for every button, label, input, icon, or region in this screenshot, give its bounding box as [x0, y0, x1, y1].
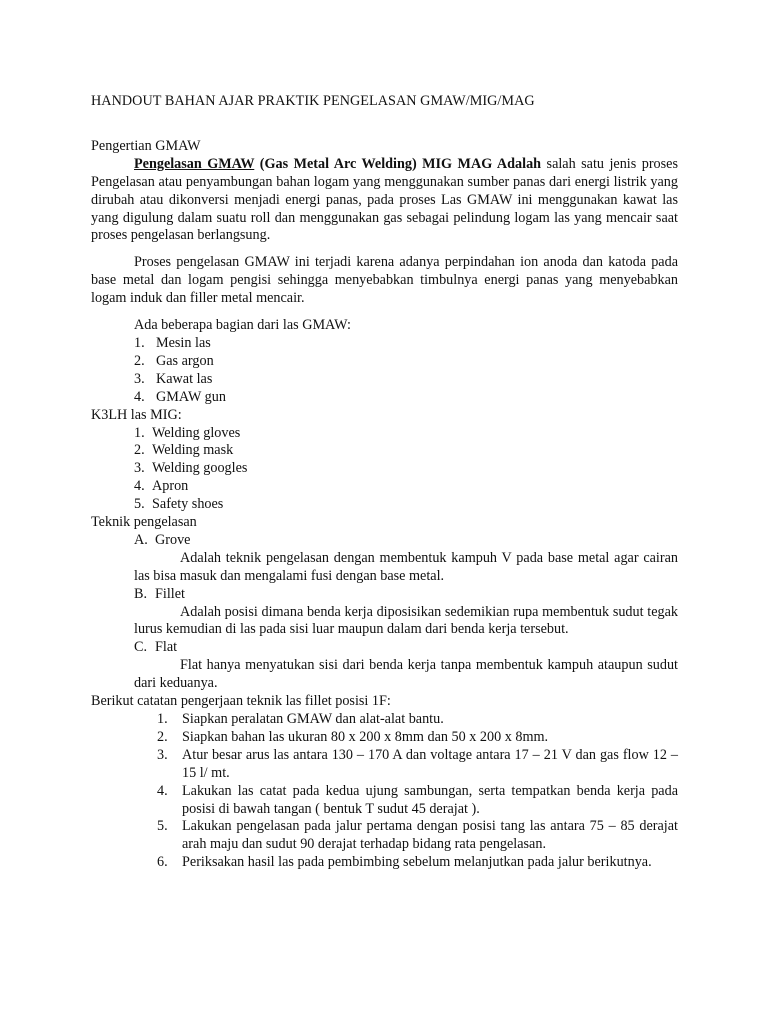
k3lh-list: [91, 425, 678, 515]
document-page: [91, 93, 678, 872]
list-item: 1. Welding gloves: [134, 424, 241, 441]
list-item: 2. Gas argon: [134, 352, 214, 369]
list-item: 4. GMAW gun: [134, 388, 226, 405]
list-item: 3. Atur besar arus las antara 130 – 170 A dan voltage antara 17 – 21 V dan gas flow 12 – 15 l/ mt.: [157, 746, 678, 781]
teknik-item-grove: A. Grove: [134, 531, 191, 548]
list-item: 3. Welding googles: [134, 460, 248, 477]
term-bold: (Gas Metal Arc Welding) MIG MAG Adalah: [254, 155, 542, 172]
k3lh-heading: K3LH las MIG:: [91, 406, 182, 423]
document-title: HANDOUT BAHAN AJAR PRAKTIK PENGELASAN GMAW/MIG/MAG: [91, 93, 535, 109]
teknik-heading: Teknik pengelasan: [91, 514, 197, 531]
pengertian-heading: Pengertian GMAW: [91, 137, 201, 154]
pengertian-paragraph-1: [91, 156, 678, 246]
list-item: 1. Siapkan peralatan GMAW dan alat-alat bantu.: [157, 711, 444, 727]
teknik-item-flat: C. Flat: [134, 639, 178, 656]
list-item: 2. Welding mask: [134, 442, 234, 459]
teknik-desc-flat: Flat hanya menyatukan sisi dari benda kerja tanpa membentuk kampuh ataupun sudut dari keduanya.: [134, 657, 678, 692]
term-underlined: Pengelasan GMAW: [134, 155, 255, 172]
bagian-intro: Ada beberapa bagian dari las GMAW:: [134, 317, 351, 334]
teknik-desc-fillet: Adalah posisi dimana benda kerja diposisikan sedemikian rupa membentuk sudut tegak lurus kemudian di las pada sisi luar maupun dalam dari benda kerja tersebut.: [134, 603, 678, 638]
bagian-list: [91, 335, 678, 407]
paragraph-1-text: salah satu jenis proses Pengelasan atau penyambungan bahan logam yang menggunakan sumber panas dari energi listrik yang dirubah atau dikonversi menjadi energi panas, pada proses Las GMAW ini menggunakan kawat las yang digulung dalam suatu roll dan menggunakan gas sebagai pelindung logam las yang mencair saat proses pengelasan berlangsung.: [91, 155, 678, 244]
list-item: 5. Safety shoes: [134, 496, 224, 513]
list-item: 4. Apron: [134, 478, 189, 495]
pengertian-paragraph-2: Proses pengelasan GMAW ini terjadi karena adanya perpindahan ion anoda dan katoda pada base metal dan logam pengisi sehingga menyebabkan timbulnya energi panas yang menyebabkan logam induk dan filler metal mencair.: [91, 254, 678, 307]
teknik-item-fillet: B. Fillet: [134, 585, 185, 602]
list-item: 6. Periksakan hasil las pada pembimbing sebelum melanjutkan pada jalur berikutnya.: [157, 854, 652, 871]
list-item: 5. Lakukan pengelasan pada jalur pertama dengan posisi tang las antara 75 – 85 derajat arah maju dan sudut 90 derajat terhadap bidang rata pengelasan.: [157, 818, 678, 853]
catatan-heading: Berikut catatan pengerjaan teknik las fillet posisi 1F:: [91, 693, 391, 710]
list-item: 3. Kawat las: [134, 370, 213, 387]
catatan-list: [91, 711, 678, 872]
list-item: 4. Lakukan las catat pada kedua ujung sambungan, serta tempatkan benda kerja pada posisi di bawah tangan ( bentuk T sudut 45 derajat ).: [157, 782, 678, 817]
list-item: 2. Siapkan bahan las ukuran 80 x 200 x 8mm dan 50 x 200 x 8mm.: [157, 728, 549, 745]
list-item: 1. Mesin las: [134, 334, 211, 351]
teknik-desc-grove: Adalah teknik pengelasan dengan membentuk kampuh V pada base metal agar cairan las bisa masuk dan mengalami fusi dengan base metal.: [134, 549, 678, 584]
